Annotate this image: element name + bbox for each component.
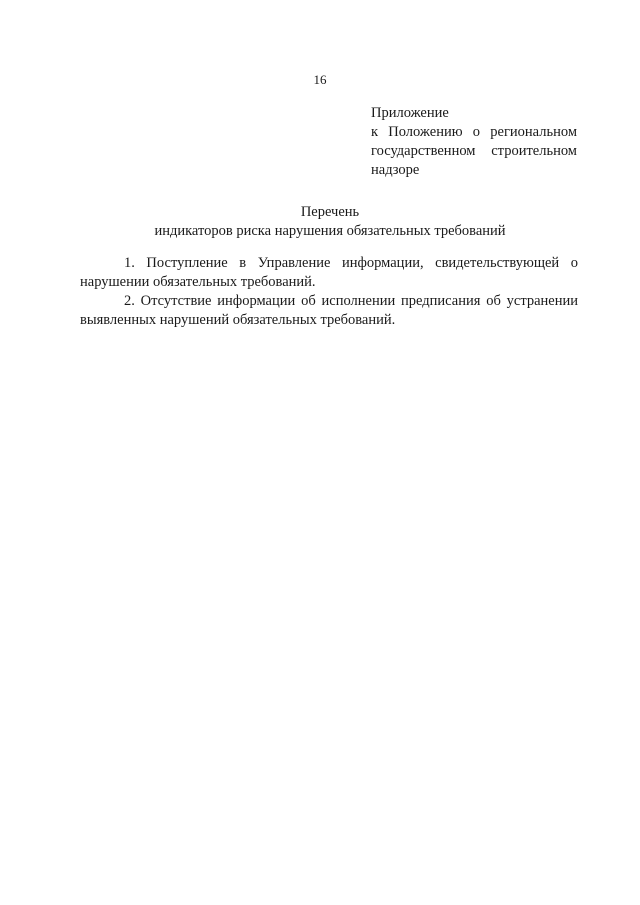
title-line-2: индикаторов риска нарушения обязательных требований bbox=[154, 223, 506, 239]
indicator-list bbox=[80, 254, 578, 330]
list-item: 2. Отсутствие информации об исполнении предписания об устранении выявленных нарушений обязательных требований. bbox=[80, 293, 578, 328]
document-title bbox=[80, 203, 580, 241]
appendix-heading: Приложение bbox=[371, 105, 449, 121]
title-line-1: Перечень bbox=[300, 204, 360, 220]
appendix-block bbox=[371, 104, 577, 180]
page-number: 16 bbox=[313, 72, 327, 87]
appendix-text: к Положению о региональном государственном строительном надзоре bbox=[371, 124, 577, 178]
list-item: 1. Поступление в Управление информации, свидетельствующей о нарушении обязательных требований. bbox=[80, 255, 578, 290]
